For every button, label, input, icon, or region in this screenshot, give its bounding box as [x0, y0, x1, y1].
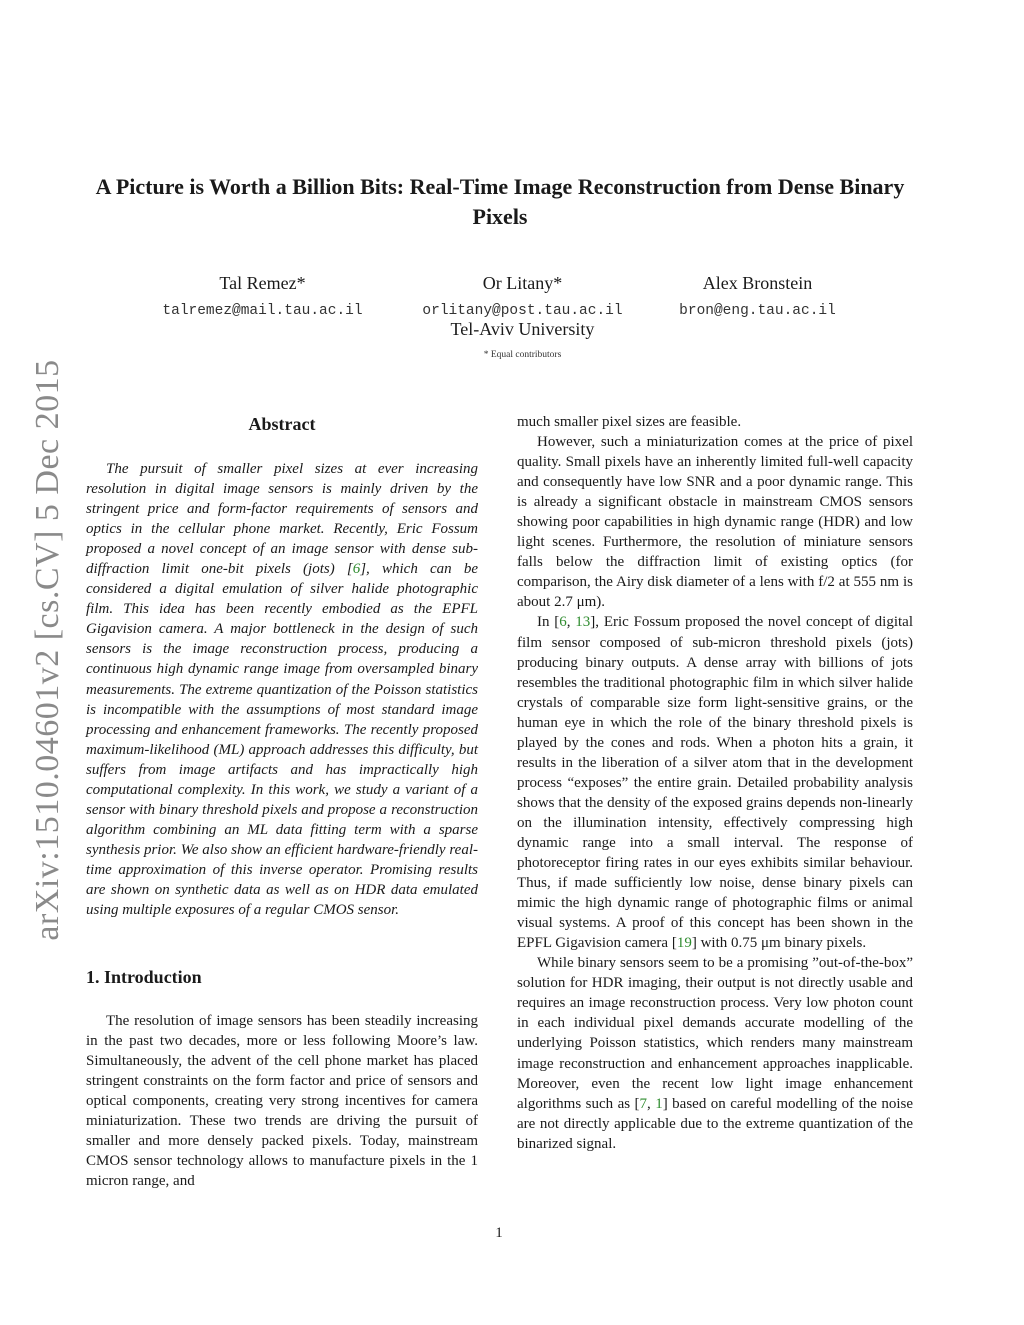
citation-link[interactable]: 19	[676, 935, 692, 952]
body-paragraph: However, such a miniaturization comes at the price of pixel quality. Small pixels have an inherently limited full-well capacity and consequently have low SNR and a poor dynamic range. This is already a significant obstacle in mainstream CMOS sensors showing poor capabilities in high dynamic range (HDR) and low light scenes. Furthermore, the resolution of miniature sensors falls below the diffraction limit of existing optics (for comparison, the Airy disk diameter of a lens with f/2 at 555 nm is about 2.7 μm).	[517, 434, 913, 611]
arxiv-stamp: arXiv:1510.04601v2 [cs.CV] 5 Dec 2015	[29, 359, 66, 941]
paper-title: A Picture is Worth a Billion Bits: Real-Time Image Reconstruction from Dense Binary Pixels	[95, 174, 905, 229]
author-3	[665, 271, 850, 321]
citation-link[interactable]: 7	[639, 1095, 648, 1112]
page-number: 1	[495, 1225, 503, 1241]
affiliation: Tel-Aviv University	[450, 319, 595, 339]
abstract-text: The pursuit of smaller pixel sizes at ever increasing resolution in digital image sensors is mainly driven by the stringent price and form-factor requirements of sensors and optics in the cellular phone market. Recently, Eric Fossum proposed a novel concept of an image sensor with dense sub-diffraction limit one-bit pixels (jots) [6], which can be considered a digital emulation of silver halide photographic film. This idea has been recently embodied as the EPFL Gigavision camera. A major bottleneck in the design of such sensors is the image reconstruction process, producing a continuous high dynamic range image from oversampled binary measurements. The extreme quantization of the Poisson statistics is incompatible with the assumptions of most standard image processing and enhancement frameworks. The recently proposed maximum-likelihood (ML) approach addresses this difficulty, but suffers from image artifacts and has impractically high computational complexity. In this work, we study a variant of a sensor with binary threshold pixels and propose a reconstruction algorithm combining an ML data fitting term with a sparse synthesis prior. We also show an efficient hardware-friendly real-time approximation of this inverse operator. Promising results are shown on synthetic data as well as on HDR data emulated using multiple exposures of a regular CMOS sensor.	[86, 461, 478, 919]
author-email: talremez@mail.tau.ac.il	[162, 303, 363, 319]
section-heading-introduction: 1. Introduction	[86, 967, 202, 988]
author-name: Or Litany*	[482, 273, 563, 293]
left-column	[86, 412, 478, 1192]
citation-link[interactable]: 6	[352, 561, 361, 578]
citation-link[interactable]: 13	[575, 614, 591, 631]
intro-paragraph: The resolution of image sensors has been steadily increasing in the past two decades, more or less following Moore’s law. Simultaneously, the advent of the cell phone market has placed stringent constraints on the form factor and price of sensors and optical components, creating very strong incentives for camera miniaturization. These two trends are driving the pursuit of smaller and more densely packed pixels. Today, mainstream CMOS sensor technology allows to manufacture pixels in the 1 micron range, and	[86, 1013, 478, 1190]
author-name: Tal Remez*	[219, 273, 306, 293]
abstract-heading: Abstract	[248, 414, 316, 434]
equal-contributors-note: * Equal contributors	[483, 350, 562, 360]
body-paragraph: In [6, 13], Eric Fossum proposed the novel concept of digital film sensor composed of sub-micron threshold pixels (jots) producing binary outputs. A dense array with billions of jots resembles the traditional photographic film in which silver halide crystals of comparable size form light-sensitive grains, or the human eye in which the role of the binary threshold pixels is played by the cones and rods. When a photon hits a grain, it results in the liberation of a silver atom that in the development process “exposes” the entire grain. Detailed probability analysis shows that the density of the exposed grains depends non-linearly on the illumination intensity, effectively compressing high dynamic range into a small interval. The response of photoreceptor firing rates in our eyes exhibits similar behaviour. Thus, if made sufficiently low noise, dense binary pixels can mimic the high dynamic range of photographic films or animal visual systems. A proof of this concept has been shown in the EPFL Gigavision camera [19] with 0.75 μm binary pixels.	[517, 614, 913, 952]
author-name: Alex Bronstein	[702, 273, 813, 293]
citation-link[interactable]: 1	[655, 1095, 663, 1112]
author-2	[400, 271, 645, 321]
citation-link[interactable]: 6	[559, 614, 567, 631]
body-paragraph: While binary sensors seem to be a promising ”out-of-the-box” solution for HDR imaging, their output is not directly usable and requires an image reconstruction process. Very low photon count in each individual pixel demands accurate modelling of the underlying Poisson statistics, which renders many mainstream image reconstruction and enhancement approaches inapplicable. Moreover, even the recent low light image enhancement algorithms such as [7, 1] based on careful modelling of the noise are not directly applicable due to the extreme quantization of the binarized signal.	[517, 955, 914, 1152]
author-1	[140, 271, 385, 321]
author-email: orlitany@post.tau.ac.il	[422, 303, 623, 319]
body-paragraph: much smaller pixel sizes are feasible.	[517, 414, 742, 430]
author-email: bron@eng.tau.ac.il	[679, 303, 836, 319]
right-column	[517, 412, 913, 1154]
